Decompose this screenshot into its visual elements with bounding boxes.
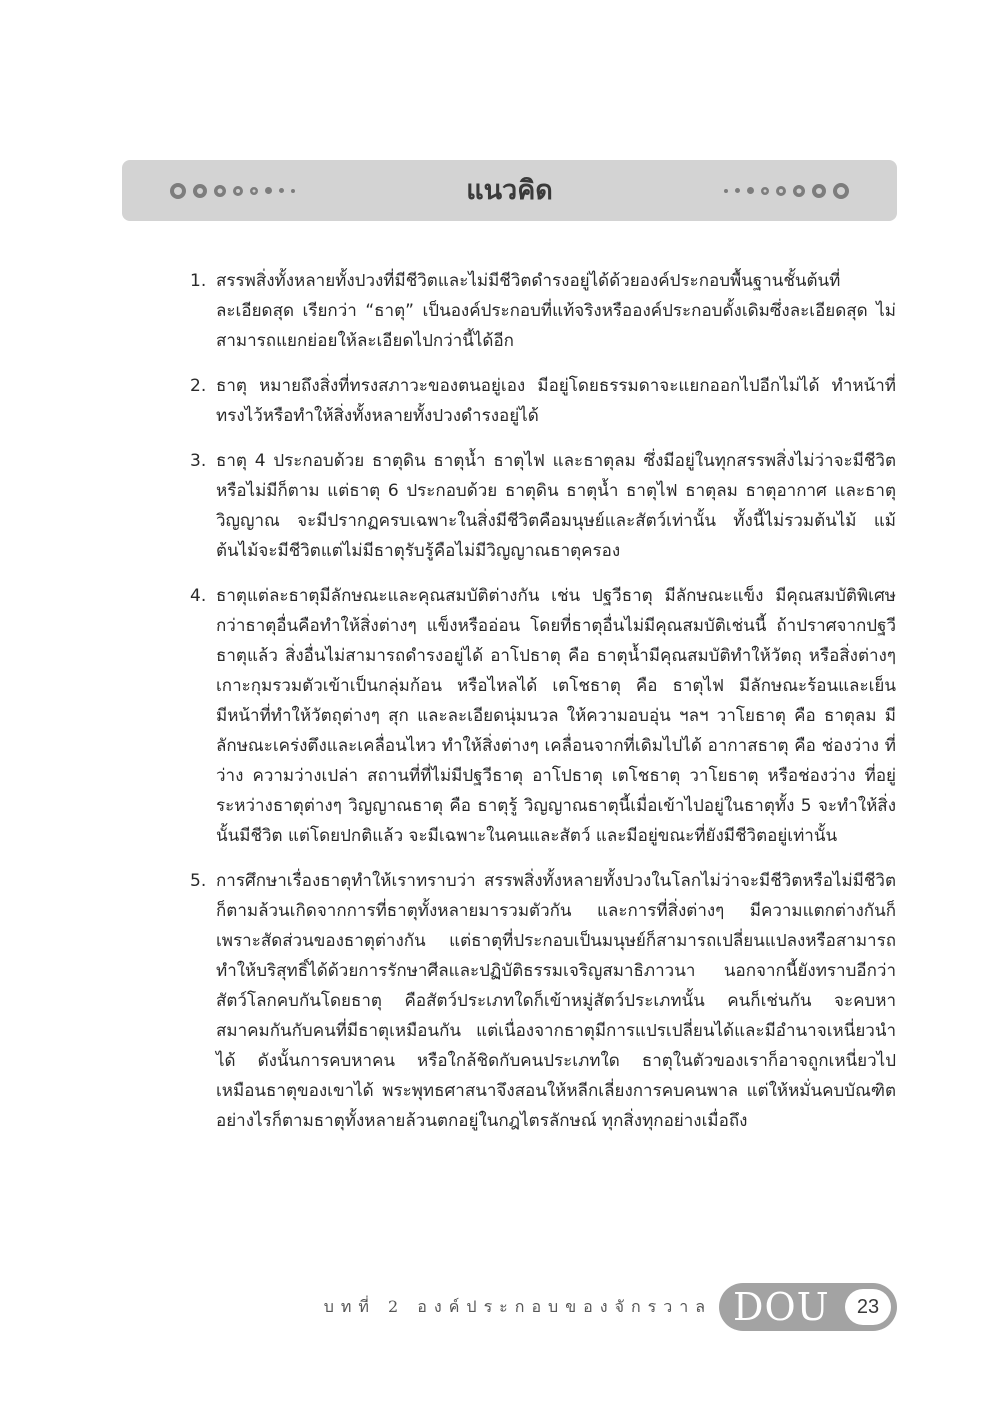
ring-dot-icon	[793, 185, 805, 197]
section-title: แนวคิด	[466, 175, 553, 206]
chapter-title: บทที่ 2 องค์ประกอบของจักรวาล	[323, 1297, 712, 1316]
dot-icon	[747, 187, 754, 194]
page-number: 23	[845, 1289, 891, 1325]
list-item-number: 2.	[190, 376, 207, 396]
list-item-text: ธาตุ หมายถึงสิ่งที่ทรงสภาวะของตนอยู่เอง มีอยู่โดยธรรมดาจะแยกออกไปอีกไม่ได้ ทำหน้าที่ทรงไว้หรือทำให้สิ่งทั้งหลายทั้งปวงดำรงอยู่ได้	[216, 376, 896, 426]
list-item	[190, 581, 896, 851]
ring-dot-icon	[833, 183, 849, 199]
page-footer	[300, 1280, 897, 1334]
list-item-text: ธาตุแต่ละธาตุมีลักษณะและคุณสมบัติต่างกัน เช่น ปฐวีธาตุ มีลักษณะแข็ง มีคุณสมบัติพิเศษกว่าธาตุอื่นคือทำให้สิ่งต่างๆ แข็งหรืออ่อน โดยที่ธาตุอื่นไม่มีคุณสมบัติเช่นนี้ ถ้าปราศจากปฐวีธาตุแล้ว สิ่งอื่นไม่สามารถดำรงอยู่ได้ อาโปธาตุ คือ ธาตุน้ำมีคุณสมบัติทำให้วัตถุ หรือสิ่งต่างๆ เกาะกุมรวมตัวเข้าเป็นกลุ่มก้อน หรือไหลได้ เตโชธาตุ คือ ธาตุไฟ มีลักษณะร้อนและเย็น มีหน้าที่ทำให้วัตถุต่างๆ สุก และละเอียดนุ่มนวล ให้ความอบอุ่น ฯลฯ วาโยธาตุ คือ ธาตุลม มีลักษณะเคร่งตึงและเคลื่อนไหว ทำให้สิ่งต่างๆ เคลื่อนจากที่เดิมไปได้ อากาสธาตุ คือ ช่องว่าง ที่ว่าง ความว่างเปล่า สถานที่ที่ไม่มีปฐวีธาตุ อาโปธาตุ เตโชธาตุ วาโยธาตุ หรือช่องว่าง ที่อยู่ระหว่างธาตุต่างๆ วิญญาณธาตุ คือ ธาตุรู้ วิญญาณธาตุนี้เมื่อเข้าไปอยู่ในธาตุทั้ง 5 จะทำให้สิ่งนั้นมีชีวิต แต่โดยปกติแล้ว จะมีเฉพาะในคนและสัตว์ และมีอยู่ขณะที่ยังมีชีวิตอยู่เท่านั้น	[216, 586, 896, 846]
list-item	[190, 866, 896, 1136]
list-item-text: ธาตุ 4 ประกอบด้วย ธาตุดิน ธาตุน้ำ ธาตุไฟ และธาตุลม ซึ่งมีอยู่ในทุกสรรพสิ่งไม่ว่าจะมีชีวิตหรือไม่มีก็ตาม แต่ธาตุ 6 ประกอบด้วย ธาตุดิน ธาตุน้ำ ธาตุไฟ ธาตุลม ธาตุอากาศ และธาตุวิญญาณ จะมีปรากฏครบเฉพาะในสิ่งมีชีวิตคือมนุษย์และสัตว์เท่านั้น ทั้งนี้ไม่รวมต้นไม้ แม้ต้นไม้จะมีชีวิตแต่ไม่มีธาตุรับรู้คือไม่มีวิญญาณธาตุครอง	[216, 451, 896, 561]
section-header-banner	[122, 160, 897, 221]
list-item-number: 4.	[190, 586, 207, 606]
list-item-text: สรรพสิ่งทั้งหลายทั้งปวงที่มีชีวิตและไม่มีชีวิตดำรงอยู่ได้ด้วยองค์ประกอบพื้นฐานชั้นต้นที่ละเอียดสุด เรียกว่า “ธาตุ” เป็นองค์ประกอบที่แท้จริงหรือองค์ประกอบดั้งเดิมซึ่งละเอียดสุด ไม่สามารถแยกย่อยให้ละเอียดไปกว่านี้ได้อีก	[216, 271, 896, 351]
publisher-badge	[719, 1283, 897, 1331]
dou-logo: DOU	[733, 1285, 830, 1329]
list-item-text: การศึกษาเรื่องธาตุทำให้เราทราบว่า สรรพสิ่งทั้งหลายทั้งปวงในโลกไม่ว่าจะมีชีวิตหรือไม่มีชีวิตก็ตามล้วนเกิดจากการที่ธาตุทั้งหลายมารวมตัวกัน และการที่สิ่งต่างๆ มีความแตกต่างกันก็เพราะสัดส่วนของธาตุต่างกัน แต่ธาตุที่ประกอบเป็นมนุษย์ก็สามารถเปลี่ยนแปลงหรือสามารถทำให้บริสุทธิ์ได้ด้วยการรักษาศีลและปฏิบัติธรรมเจริญสมาธิภาวนา นอกจากนี้ยังทราบอีกว่าสัตว์โลกคบกันโดยธาตุ คือสัตว์ประเภทใดก็เข้าหมู่สัตว์ประเภทนั้น คนก็เช่นกัน จะคบหาสมาคมกันกับคนที่มีธาตุเหมือนกัน แต่เนื่องจากธาตุมีการแปรเปลี่ยนได้และมีอำนาจเหนี่ยวนำได้ ดังนั้นการคบหาคน หรือใกล้ชิดกับคนประเภทใด ธาตุในตัวของเราก็อาจถูกเหนี่ยวไปเหมือนธาตุของเขาได้ พระพุทธศาสนาจึงสอนให้หลีกเลี่ยงการคบคนพาล แต่ให้หมั่นคบบัณฑิต อย่างไรก็ตามธาตุทั้งหลายล้วนตกอยู่ในกฎไตรลักษณ์ ทุกสิ่งทุกอย่างเมื่อถึง	[216, 871, 896, 1131]
list-item-number: 5.	[190, 871, 207, 891]
decorative-dots-right	[717, 160, 849, 221]
ring-dot-icon	[761, 187, 769, 195]
list-item-number: 3.	[190, 451, 207, 471]
list-item	[190, 446, 896, 566]
dot-icon	[724, 189, 728, 193]
list-item-number: 1.	[190, 271, 207, 291]
ring-dot-icon	[776, 186, 786, 196]
list-item	[190, 266, 896, 356]
concept-list	[190, 266, 896, 1151]
ring-dot-icon	[812, 184, 826, 198]
list-item	[190, 371, 896, 431]
dot-icon	[735, 188, 740, 193]
